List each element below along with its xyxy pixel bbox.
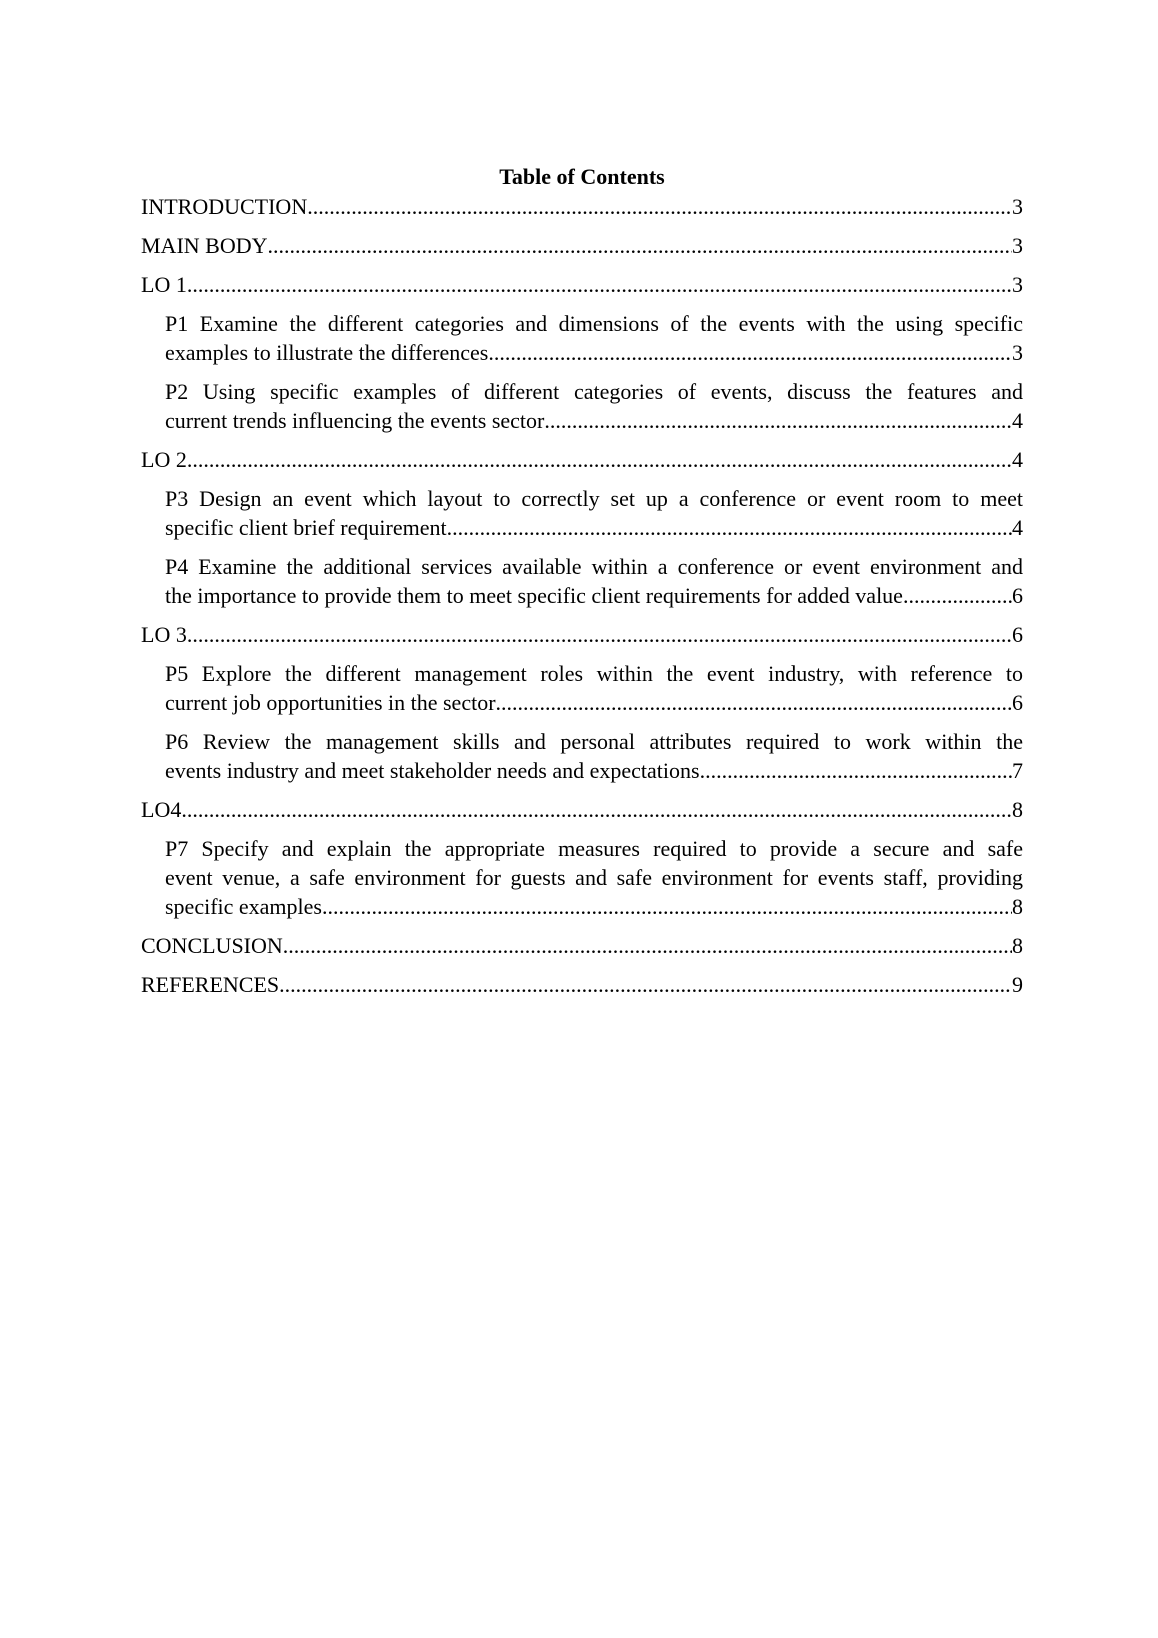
toc-page-number: 3 (1012, 340, 1023, 365)
toc-entry-text-line: P1 Examine the different categories and dimensions of the events with the using specific (165, 311, 1023, 336)
toc-entry-text: LO 1 (141, 272, 187, 297)
toc-entry-lo4[interactable] (141, 795, 1023, 834)
toc-entry-text: LO 3 (141, 622, 187, 647)
dot-leader (322, 892, 1012, 921)
dot-leader (903, 581, 1012, 610)
toc-title: Table of Contents (499, 164, 665, 189)
dot-leader (187, 620, 1012, 649)
dot-leader (488, 338, 1012, 367)
dot-leader (283, 931, 1012, 960)
table-of-contents (141, 162, 1023, 1009)
toc-entry-text-line: P6 Review the management skills and personal attributes required to work within the (165, 729, 1023, 754)
dot-leader (496, 688, 1012, 717)
toc-entry-p1[interactable] (141, 309, 1023, 367)
toc-page-number: 8 (1012, 797, 1023, 822)
toc-entry-text-line: P4 Examine the additional services available within a conference or event environment and (165, 554, 1023, 579)
toc-entry-p6[interactable] (141, 727, 1023, 785)
toc-entry-lo3[interactable] (141, 620, 1023, 659)
toc-entry-text: LO4 (141, 797, 182, 822)
toc-page-number: 4 (1012, 447, 1023, 472)
toc-entry-references[interactable] (141, 970, 1023, 1009)
toc-page-number: 4 (1012, 515, 1023, 540)
toc-entry-text: MAIN BODY (141, 233, 268, 258)
toc-entry-p3[interactable] (141, 484, 1023, 542)
toc-entry-lo1[interactable] (141, 270, 1023, 309)
toc-entry-text-line: examples to illustrate the differences (165, 340, 489, 365)
toc-entry-p5[interactable] (141, 659, 1023, 717)
toc-entry-lo2[interactable] (141, 445, 1023, 484)
toc-entry-text-line: current trends influencing the events sector (165, 408, 545, 433)
toc-entry-text-line: current job opportunities in the sector (165, 690, 496, 715)
toc-page-number: 7 (1012, 758, 1023, 783)
toc-entry-text: LO 2 (141, 447, 187, 472)
toc-entry-p7[interactable] (141, 834, 1023, 921)
toc-entry-text-line: P7 Specify and explain the appropriate measures required to provide a secure and safe (165, 836, 1023, 861)
dot-leader (268, 231, 1013, 260)
toc-page-number: 3 (1012, 233, 1023, 258)
dot-leader (279, 970, 1012, 999)
toc-page-number: 8 (1012, 894, 1023, 919)
toc-entry-main-body[interactable] (141, 231, 1023, 270)
dot-leader (700, 756, 1012, 785)
toc-entry-text-line: P5 Explore the different management roles within the event industry, with reference to (165, 661, 1023, 686)
toc-page-number: 3 (1012, 272, 1023, 297)
toc-entry-text-line: P2 Using specific examples of different categories of events, discuss the features and (165, 379, 1023, 404)
toc-page-number: 3 (1012, 194, 1023, 219)
toc-entry-text-line: event venue, a safe environment for guests and safe environment for events staff, providing (165, 865, 1023, 890)
toc-entry-p4[interactable] (141, 552, 1023, 610)
toc-page-number: 8 (1012, 933, 1023, 958)
dot-leader (181, 795, 1012, 824)
toc-entry-text: REFERENCES (141, 972, 280, 997)
toc-entry-conclusion[interactable] (141, 931, 1023, 970)
toc-entry-text-line: P3 Design an event which layout to correctly set up a conference or event room to meet (165, 486, 1023, 511)
toc-entry-text-line: events industry and meet stakeholder needs and expectations (165, 758, 700, 783)
toc-entry-text-line: specific examples (165, 894, 322, 919)
toc-entry-text: CONCLUSION (141, 933, 283, 958)
dot-leader (447, 513, 1012, 542)
toc-page-number: 6 (1012, 583, 1023, 608)
toc-entry-text-line: the importance to provide them to meet specific client requirements for added value (165, 583, 903, 608)
dot-leader (187, 445, 1012, 474)
toc-entry-text: INTRODUCTION (141, 194, 308, 219)
toc-page-number: 4 (1012, 408, 1023, 433)
dot-leader (187, 270, 1012, 299)
toc-page-number: 6 (1012, 690, 1023, 715)
toc-entry-text-line: specific client brief requirement (165, 515, 447, 540)
toc-page-number: 6 (1012, 622, 1023, 647)
dot-leader (544, 406, 1012, 435)
toc-page-number: 9 (1012, 972, 1023, 997)
toc-entry-introduction[interactable] (141, 192, 1023, 231)
toc-entry-p2[interactable] (141, 377, 1023, 435)
dot-leader (307, 192, 1012, 221)
